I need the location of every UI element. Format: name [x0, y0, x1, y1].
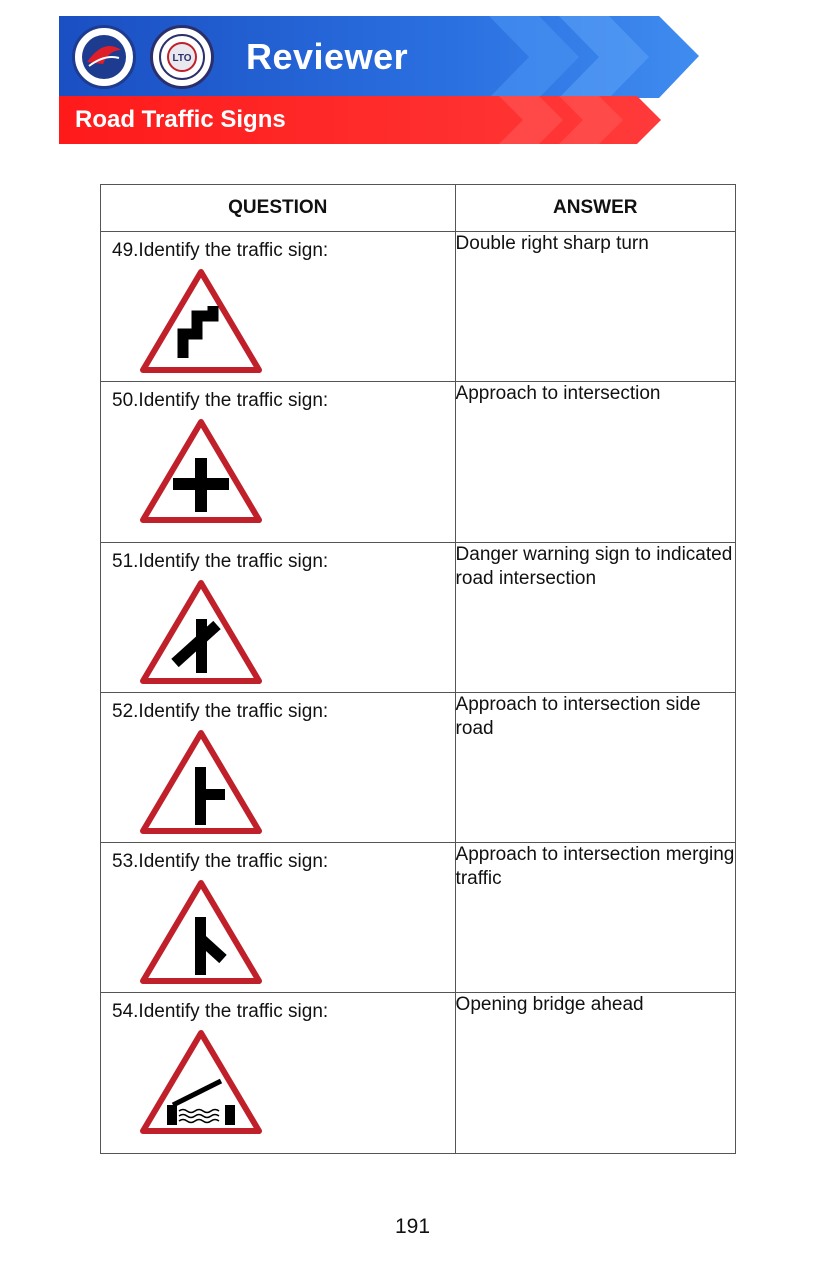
question-header: QUESTION — [101, 185, 456, 232]
answer-cell: Approach to intersection — [455, 382, 735, 543]
table-row — [101, 543, 736, 693]
question-cell — [101, 843, 456, 993]
page-title: Reviewer — [246, 36, 409, 77]
question-cell — [101, 693, 456, 843]
question-cell — [101, 993, 456, 1154]
intersection-cross-sign-icon — [139, 418, 263, 526]
question-cell — [101, 382, 456, 543]
answer-cell: Danger warning sign to indicated road intersection — [455, 543, 735, 693]
question-text: 54.Identify the traffic sign: — [112, 1001, 329, 1022]
section-title: Road Traffic Signs — [75, 106, 286, 133]
question-text: 52.Identify the traffic sign: — [112, 701, 329, 722]
page-number: 191 — [394, 1215, 431, 1238]
question-cell — [101, 543, 456, 693]
table-row — [101, 843, 736, 993]
answer-cell: Approach to intersection merging traffic — [455, 843, 735, 993]
dotr-logo — [72, 25, 136, 89]
dotr-seal-icon — [75, 28, 133, 86]
question-cell — [101, 232, 456, 382]
table-row — [101, 232, 736, 382]
question-text: 49.Identify the traffic sign: — [112, 240, 329, 261]
side-road-sign-icon — [139, 729, 263, 837]
qa-table — [100, 184, 736, 1154]
lto-seal-icon — [153, 28, 211, 86]
table-row — [101, 382, 736, 543]
answer-cell: Approach to intersection side road — [455, 693, 735, 843]
skewed-intersection-sign-icon — [139, 579, 263, 687]
answer-cell: Double right sharp turn — [455, 232, 735, 382]
question-text: 51.Identify the traffic sign: — [112, 551, 329, 572]
lto-logo — [150, 25, 214, 89]
answer-header: ANSWER — [455, 185, 735, 232]
opening-bridge-sign-icon — [139, 1029, 263, 1137]
question-text: 53.Identify the traffic sign: — [112, 851, 329, 872]
merging-traffic-sign-icon — [139, 879, 263, 987]
answer-cell: Opening bridge ahead — [455, 993, 735, 1154]
double-right-sharp-turn-sign-icon — [139, 268, 263, 376]
table-row — [101, 693, 736, 843]
table-header-row — [101, 185, 736, 232]
table-row — [101, 993, 736, 1154]
svg-text:LTO: LTO — [172, 53, 192, 64]
question-text: 50.Identify the traffic sign: — [112, 390, 329, 411]
